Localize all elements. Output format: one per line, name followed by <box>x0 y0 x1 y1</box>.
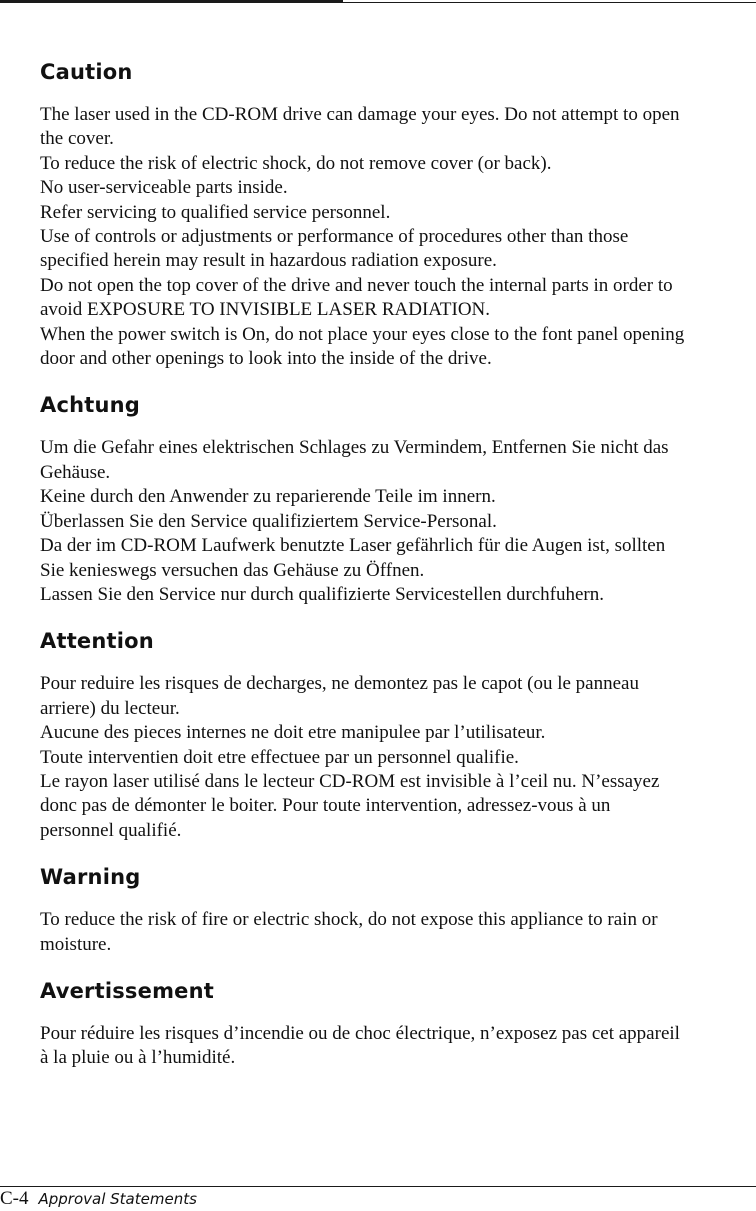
text-line: Da der im CD-ROM Laufwerk benutzte Laser gefährlich für die Augen ist, sollten <box>40 535 666 557</box>
text-line: arriere) du lecteur. <box>40 697 180 719</box>
text-line: personnel qualifié. <box>40 819 182 841</box>
text-line: specified herein may result in hazardous radiation exposure. <box>40 250 497 272</box>
section-heading: Avertissement <box>40 978 214 1003</box>
section-body <box>40 436 756 607</box>
text-line: Le rayon laser utilisé dans le lecteur CD-ROM est invisible à l’ceil nu. N’essayez <box>40 770 660 792</box>
text-line: à la pluie ou à l’humidité. <box>40 1047 236 1069</box>
warning-section <box>40 861 756 957</box>
avertissement-section <box>40 975 756 1071</box>
section-body <box>40 1022 756 1071</box>
text-line: No user-serviceable parts inside. <box>40 177 288 199</box>
text-line: The laser used in the CD-ROM drive can damage your eyes. Do not attempt to open <box>40 104 680 125</box>
text-line: Do not open the top cover of the drive and never touch the internal parts in order to <box>40 274 673 296</box>
text-line: moisture. <box>40 933 112 955</box>
text-line: Gehäuse. <box>40 461 111 483</box>
section-heading: Warning <box>40 865 141 890</box>
text-line: Sie kenieswegs versuchen das Gehäuse zu Öffnen. <box>40 559 425 581</box>
section-heading: Achtung <box>40 393 141 418</box>
page-content <box>40 56 756 1071</box>
text-line: Use of controls or adjustments or performance of procedures other than those <box>40 226 629 248</box>
section-body <box>40 672 756 843</box>
text-line: Aucune des pieces internes ne doit etre manipulee par l’utilisateur. <box>40 722 546 744</box>
page-footer <box>0 1188 197 1210</box>
page-number: C-4 <box>0 1188 29 1209</box>
text-line: donc pas de démonter le boiter. Pour toute intervention, adressez-vous à un <box>40 795 611 817</box>
section-heading: Caution <box>40 60 133 84</box>
text-line: Refer servicing to qualified service personnel. <box>40 201 391 223</box>
text-line: Pour réduire les risques d’incendie ou de choc électrique, n’exposez pas cet appareil <box>40 1022 680 1044</box>
text-line: Lassen Sie den Service nur durch qualifizierte Servicestellen durchfuhern. <box>40 583 604 605</box>
achtung-section <box>40 389 756 607</box>
section-heading: Attention <box>40 629 154 654</box>
text-line: When the power switch is On, do not place your eyes close to the font panel opening <box>40 323 685 345</box>
section-body <box>40 908 756 957</box>
text-line: the cover. <box>40 128 114 150</box>
text-line: avoid EXPOSURE TO INVISIBLE LASER RADIATION. <box>40 299 491 321</box>
text-line: door and other openings to look into the inside of the drive. <box>40 348 492 370</box>
section-body <box>40 103 756 371</box>
text-line: To reduce the risk of fire or electric shock, do not expose this appliance to rain or <box>40 909 658 931</box>
text-line: Um die Gefahr eines elektrischen Schlages zu Vermindem, Entfernen Sie nicht das <box>40 437 669 459</box>
text-line: Überlassen Sie den Service qualifiziertem Service-Personal. <box>40 510 497 532</box>
footer-rule <box>0 1186 756 1187</box>
attention-section <box>40 625 756 843</box>
top-rule-thick <box>0 0 343 3</box>
text-line: To reduce the risk of electric shock, do not remove cover (or back). <box>40 152 552 174</box>
text-line: Toute interventien doit etre effectuee par un personnel qualifie. <box>40 746 519 768</box>
text-line: Pour reduire les risques de decharges, ne demontez pas le capot (ou le panneau <box>40 673 639 695</box>
text-line: Keine durch den Anwender zu reparierende Teile im innern. <box>40 486 496 508</box>
top-rule-thin <box>343 2 756 3</box>
caution-section <box>40 56 756 371</box>
chapter-title: Approval Statements <box>38 1190 197 1208</box>
